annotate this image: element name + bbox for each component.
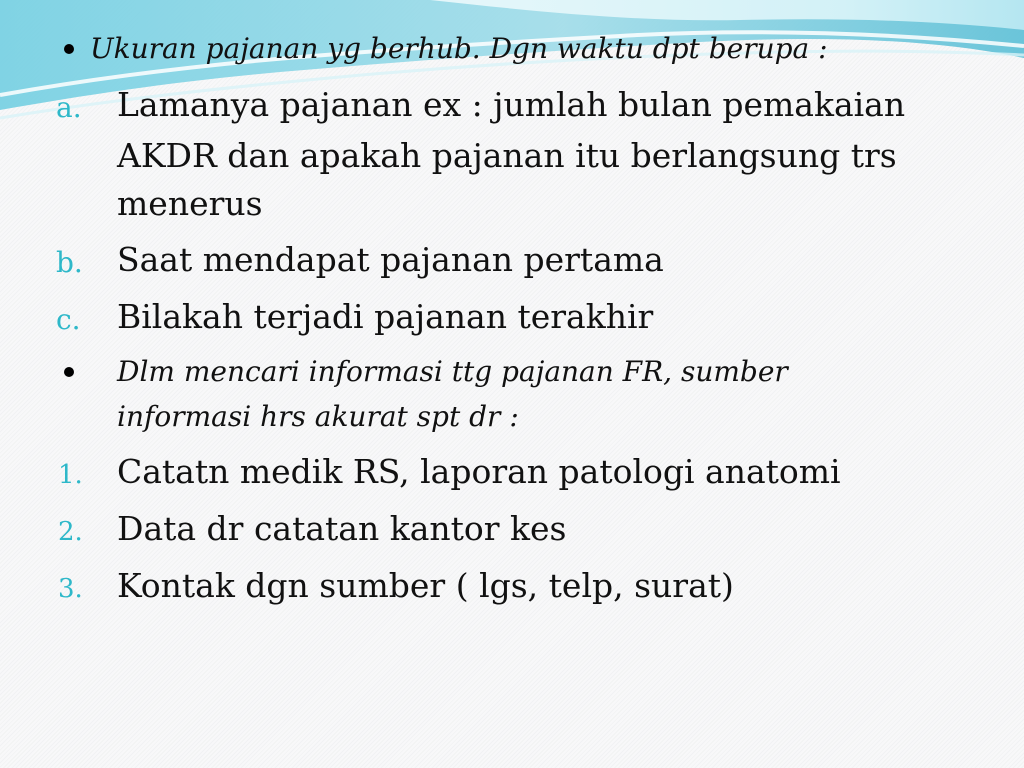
list-b-text: Saat mendapat pajanan pertama [117,240,664,279]
list-3-text: Kontak dgn sumber ( lgs, telp, surat) [117,566,734,605]
list-a-marker: a. [56,91,82,124]
bullet-2-line-2: informasi hrs akurat spt dr : [117,400,519,433]
list-b-marker: b. [56,246,83,279]
bullet-1-text: Ukuran pajanan yg berhub. Dgn waktu dpt berupa : [90,32,828,65]
list-a-line-1: Lamanya pajanan ex : jumlah bulan pemakaian [117,85,906,124]
list-1-marker: 1. [58,460,83,490]
bullet-1-marker [64,44,74,54]
list-a-line-3: menerus [117,184,263,223]
list-2-marker: 2. [58,517,83,547]
list-c-text: Bilakah terjadi pajanan terakhir [117,297,654,336]
bullet-2-line-1: Dlm mencari informasi ttg pajanan FR, sumber [117,355,788,388]
bullet-2-marker [64,367,74,377]
list-a-line-2: AKDR dan apakah pajanan itu berlangsung trs [117,136,897,175]
list-2-text: Data dr catatan kantor kes [117,509,567,548]
list-1-text: Catatn medik RS, laporan patologi anatomi [117,452,841,491]
list-3-marker: 3. [58,574,83,604]
list-c-marker: c. [56,303,81,336]
